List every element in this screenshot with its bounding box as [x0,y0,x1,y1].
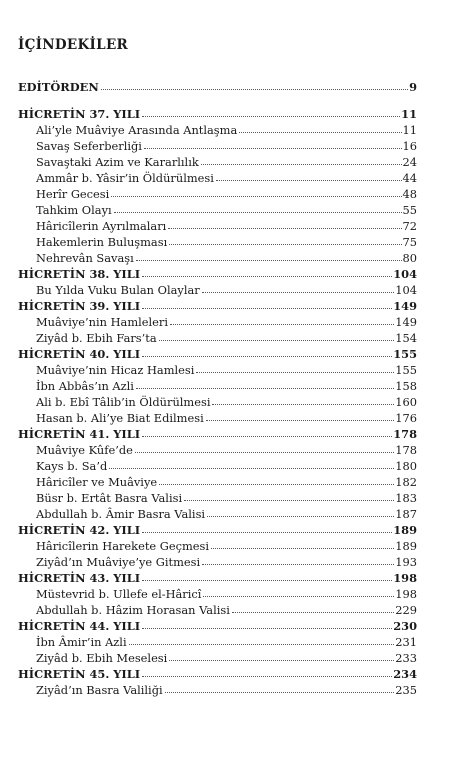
toc-entry-row[interactable] [18,681,417,697]
toc-entry-row[interactable] [18,249,417,265]
toc-page-number: 44 [402,171,417,185]
toc-section-row[interactable] [18,569,417,585]
toc-entry-row[interactable] [18,185,417,201]
toc-entry-label: Herîr Gecesi [36,187,110,201]
toc-page-number: 198 [395,587,417,601]
dot-leader [159,484,394,485]
dot-leader [216,180,402,181]
dot-leader [170,324,394,325]
toc-page-number: 155 [395,363,417,377]
toc-entry-row[interactable] [18,585,417,601]
toc-entry-label: Abdullah b. Hâzim Horasan Valisi [36,603,230,617]
toc-page-number: 230 [393,619,417,633]
dot-leader [142,436,392,437]
toc-entry-row[interactable] [18,633,417,649]
toc-entry-label: Hâricîlerin Harekete Geçmesi [36,539,210,553]
toc-entry-label: Hasan b. Ali’ye Biat Edilmesi [36,411,204,425]
toc-entry-label: Savaştaki Azim ve Kararlılık [36,155,199,169]
toc-page-number: 176 [395,411,417,425]
toc-entry-label: HİCRETİN 44. YILI [18,619,141,633]
toc-section-row[interactable] [18,265,417,281]
toc-entry-label: EDİTÖRDEN [18,80,99,94]
toc-page-number: 189 [393,523,417,537]
toc-section-row[interactable] [18,665,417,681]
toc-page-number: 178 [395,443,417,457]
dot-leader [184,500,394,501]
toc-entry-label: HİCRETİN 39. YILI [18,299,141,313]
toc-entry-row[interactable] [18,441,417,457]
toc-entry-row[interactable] [18,153,417,169]
toc-entry-row[interactable] [18,313,417,329]
toc-entry-label: Hâricîler ve Muâviye [36,475,158,489]
toc-page-number: 75 [402,235,417,249]
toc-page-number: 183 [395,491,417,505]
toc-entry-label: Nehrevân Savaşı [36,251,134,265]
toc-entry-row[interactable] [18,393,417,409]
toc-entry-label: İbn Abbâs’ın Azli [36,379,134,393]
toc-entry-label: Hakemlerin Buluşması [36,235,168,249]
toc-page-number: 193 [395,555,417,569]
toc-page-number: 235 [395,683,417,697]
toc-section-row[interactable] [18,617,417,633]
toc-entry-row[interactable] [18,201,417,217]
toc-entry-label: HİCRETİN 37. YILI [18,107,141,121]
toc-entry-row[interactable] [18,409,417,425]
toc-page-number: 198 [393,571,417,585]
toc-entry-row[interactable] [18,537,417,553]
toc-entry-row[interactable] [18,281,417,297]
toc-entry-row[interactable] [18,121,417,137]
toc-entry-row[interactable] [18,553,417,569]
dot-leader [196,372,394,373]
toc-page-number: 187 [395,507,417,521]
toc-page-number: 180 [395,459,417,473]
toc-entry-row[interactable] [18,489,417,505]
dot-leader [202,292,395,293]
dot-leader [201,164,402,165]
dot-leader [168,228,401,229]
toc-entry-label: Ziyâd b. Ebih Meselesi [36,651,168,665]
dot-leader [111,196,401,197]
toc-page-number: 104 [393,267,417,281]
dot-leader [232,612,394,613]
toc-entry-label: Bu Yılda Vuku Bulan Olaylar [36,283,200,297]
dot-leader [142,532,392,533]
table-of-contents [18,78,417,697]
dot-leader [239,132,401,133]
dot-leader [109,468,394,469]
toc-entry-label: Ali b. Ebî Tâlib’in Öldürülmesi [36,395,211,409]
toc-page-number: 158 [395,379,417,393]
toc-entry-label: Ammâr b. Yâsir’in Öldürülmesi [36,171,214,185]
dot-leader [144,148,402,149]
toc-page-number: 231 [395,635,417,649]
toc-entry-label: Kays b. Sa’d [36,459,108,473]
toc-page-number: 178 [393,427,417,441]
toc-entry-label: Muâviye’nin Hamleleri [36,315,168,329]
dot-leader [165,692,395,693]
toc-page-number: 229 [395,603,417,617]
toc-page-number: 149 [395,315,417,329]
toc-entry-label: Muâviye Kûfe’de [36,443,133,457]
toc-entry-row[interactable] [18,649,417,665]
toc-page-number: 189 [395,539,417,553]
dot-leader [136,388,394,389]
toc-section-row[interactable] [18,345,417,361]
dot-leader [206,420,395,421]
toc-entry-label: Müstevrid b. Ullefe el-Hâricî [36,587,202,601]
toc-entry-label: Ali’yle Muâviye Arasında Antlaşma [36,123,238,137]
dot-leader [203,596,394,597]
toc-page-number: 154 [395,331,417,345]
toc-entry-label: HİCRETİN 38. YILI [18,267,141,281]
toc-section-row[interactable] [18,297,417,313]
toc-page-number: 104 [395,283,417,297]
dot-leader [207,516,394,517]
toc-entry-row[interactable] [18,361,417,377]
dot-leader [202,564,394,565]
toc-entry-row[interactable] [18,137,417,153]
toc-page-number: 11 [402,123,417,137]
toc-page-number: 234 [393,667,417,681]
dot-leader [101,89,408,90]
toc-entry-row[interactable] [18,601,417,617]
toc-entry-row[interactable] [18,457,417,473]
toc-entry-label: HİCRETİN 40. YILI [18,347,141,361]
toc-entry-row[interactable] [18,329,417,345]
dot-leader [135,452,394,453]
dot-leader [142,580,392,581]
toc-page-number: 182 [395,475,417,489]
toc-entry-label: Ziyâd’ın Muâviye’ye Gitmesi [36,555,201,569]
dot-leader [129,644,395,645]
dot-leader [169,244,401,245]
toc-entry-label: Savaş Seferberliği [36,139,142,153]
toc-page-number: 55 [402,203,417,217]
toc-entry-row[interactable] [18,505,417,521]
toc-page-number: 24 [402,155,417,169]
dot-leader [159,340,395,341]
toc-page-number: 48 [402,187,417,201]
toc-page-number: 11 [401,107,417,121]
toc-page-number: 233 [395,651,417,665]
dot-leader [142,676,392,677]
toc-entry-row[interactable] [18,217,417,233]
toc-entry-label: HİCRETİN 43. YILI [18,571,141,585]
toc-entry-label: Muâviye’nin Hicaz Hamlesi [36,363,195,377]
toc-entry-label: Hâricîlerin Ayrılmaları [36,219,167,233]
toc-page-number: 72 [402,219,417,233]
toc-entry-label: Ziyâd b. Ebih Fars’ta [36,331,157,345]
toc-page-number: 155 [393,347,417,361]
toc-entry-label: HİCRETİN 41. YILI [18,427,141,441]
dot-leader [142,628,392,629]
toc-entry-label: Tahkim Olayı [36,203,112,217]
toc-section-row[interactable] [18,425,417,441]
toc-entry-label: Büsr b. Ertât Basra Valisi [36,491,183,505]
page-title: İÇİNDEKİLER [18,37,129,53]
toc-page-number: 80 [402,251,417,265]
toc-page-number: 16 [402,139,417,153]
toc-entry-row[interactable] [18,233,417,249]
toc-entry-row[interactable] [18,169,417,185]
toc-entry-label: Ziyâd’ın Basra Valiliği [36,683,163,697]
dot-leader [142,276,392,277]
dot-leader [136,260,402,261]
toc-page-number: 9 [409,80,417,94]
dot-leader [142,356,392,357]
toc-entry-row[interactable] [18,377,417,393]
toc-section-row[interactable] [18,521,417,537]
dot-leader [114,212,402,213]
toc-page-number: 149 [393,299,417,313]
dot-leader [142,116,400,117]
toc-entry-label: Abdullah b. Âmir Basra Valisi [36,507,206,521]
toc-page-number: 160 [395,395,417,409]
dot-leader [211,548,394,549]
dot-leader [212,404,394,405]
toc-entry-label: HİCRETİN 42. YILI [18,523,141,537]
toc-section-row[interactable] [18,105,417,121]
toc-entry-row[interactable] [18,473,417,489]
dot-leader [142,308,392,309]
toc-entry-label: HİCRETİN 45. YILI [18,667,141,681]
toc-section-row[interactable] [18,78,417,94]
dot-leader [169,660,394,661]
toc-entry-label: İbn Âmir’in Azli [36,635,127,649]
